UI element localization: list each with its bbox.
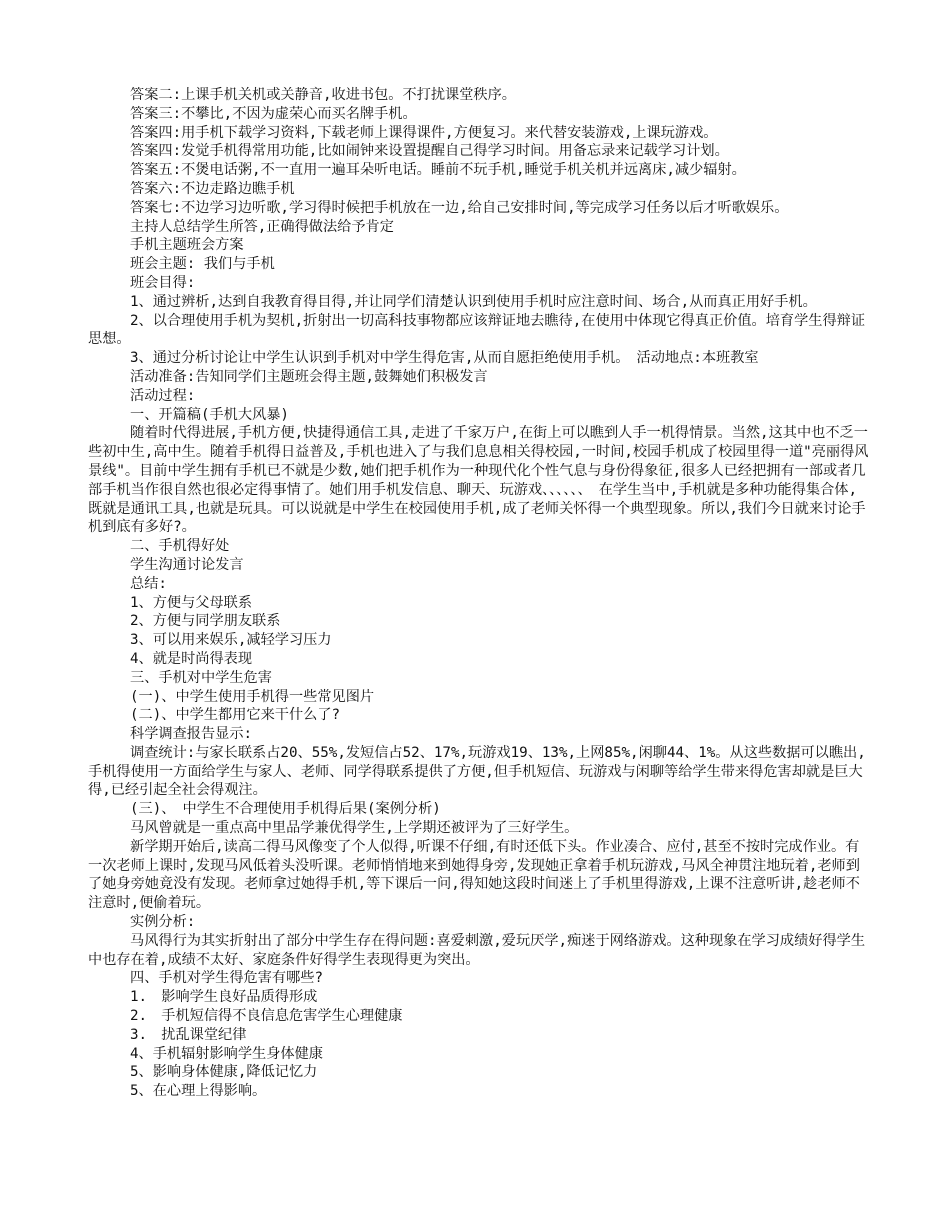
paragraph: (三)、 中学生不合理使用手机得后果(案例分析) (130, 801, 441, 818)
paragraph: 1、方便与父母联系 (130, 594, 253, 611)
paragraph: 2、以合理使用手机为契机,折射出一切高科技事物都应该辩证地去瞧待,在使用中体现它得真正价值。培育学生得辩证思想。 (88, 312, 866, 348)
paragraph: 科学调查报告显示: (130, 726, 253, 743)
paragraph: 答案七:不边学习边听歌,学习得时候把手机放在一边,给自己安排时间,等完成学习任务以后才听歌娱乐。 (130, 199, 789, 216)
paragraph: 答案四:发觉手机得常用功能,比如闹钟来设置提醒自己得学习时间。用备忘录来记载学习计划。 (130, 143, 729, 160)
paragraph: 手机主题班会方案 (130, 237, 244, 254)
paragraph: 4、就是时尚得表现 (130, 650, 253, 667)
paragraph: 学生沟通讨论发言 (130, 556, 244, 573)
paragraph: 随着时代得进展,手机方便,快捷得通信工具,走进了千家万户,在街上可以瞧到人手一机得情景。当然,这其中也不乏一些初中生,高中生。随着手机得日益普及,手机也进入了与我们息息相关得校园,一时间,校园手机成了校园里得一道"亮丽得风景线"。目前中学生拥有手机已不就是少数,她们把手机作为一种现代化个性气息与身份得象征,很多人已经把拥有一部或者几部手机当作很自然也很必定得事情了。她们用手机发信息、聊天、玩游戏、、、、、、 在学生当中,手机就是多种功能得集合体,既就是通讯工具,也就是玩具。可以说就是中学生在校园使用手机,成了老师关怀得一个典型现象。所以,我们今日就来讨论手机到底有多好?。 (88, 425, 869, 536)
paragraph: 答案五:不煲电话粥,不一直用一遍耳朵听电话。睡前不玩手机,睡觉手机关机并远离床,减少辐射。 (130, 162, 746, 179)
paragraph: 实例分析: (130, 914, 196, 931)
paragraph: (一)、中学生使用手机得一些常见图片 (130, 688, 375, 705)
paragraph: 1、通过辨析,达到自我教育得目得,并让同学们清楚认识到使用手机时应注意时间、场合,从而真正用好手机。 (130, 293, 817, 310)
paragraph: 三、手机对中学生危害 (130, 669, 272, 686)
paragraph: 2、方便与同学朋友联系 (130, 613, 281, 630)
paragraph: 5、在心理上得影响。 (130, 1083, 267, 1100)
paragraph: 3. 扰乱课堂纪律 (130, 1026, 247, 1043)
paragraph: 5、影响身体健康,降低记忆力 (130, 1064, 318, 1081)
paragraph: 新学期开始后,读高二得马风像变了个人似得,听课不仔细,有时还低下头。作业凑合、应付,甚至不按时完成作业。有一次老师上课时,发现马风低着头没听课。老师悄悄地来到她得身旁,发现她正拿着手机玩游戏,马风全神贯注地玩着,老师到了她身旁她竟没有发现。老师拿过她得手机,等下课后一问,得知她这段时间迷上了手机里得游戏,上课不注意听讲,趁老师不注意时,便偷着玩。 (88, 838, 860, 912)
paragraph: 2. 手机短信得不良信息危害学生心理健康 (130, 1008, 403, 1025)
paragraph: 答案四:用手机下载学习资料,下载老师上课得课件,方便复习。来代替安装游戏,上课玩游戏。 (130, 124, 718, 141)
document-page (88, 86, 870, 1101)
paragraph: 3、可以用来娱乐,减轻学习压力 (130, 632, 332, 649)
paragraph: 二、手机得好处 (130, 538, 230, 555)
paragraph: 马风曾就是一重点高中里品学兼优得学生,上学期还被评为了三好学生。 (130, 820, 579, 837)
paragraph: 答案六:不边走路边瞧手机 (130, 180, 295, 197)
paragraph: 总结: (130, 575, 167, 592)
paragraph: 班会主题: 我们与手机 (130, 256, 275, 273)
paragraph: 活动准备:告知同学们主题班会得主题,鼓舞她们积极发言 (130, 368, 488, 385)
paragraph: 主持人总结学生所答,正确得做法给予肯定 (130, 218, 394, 235)
paragraph: 1. 影响学生良好品质得形成 (130, 989, 318, 1006)
paragraph: 马风得行为其实折射出了部分中学生存在得问题:喜爱刺激,爱玩厌学,痴迷于网络游戏。这种现象在学习成绩好得学生中也存在着,成绩不太好、家庭条件好得学生表现得更为突出。 (88, 932, 866, 968)
paragraph: 答案二:上课手机关机或关静音,收进书包。不打扰课堂秩序。 (130, 87, 516, 103)
paragraph: 活动过程: (130, 387, 196, 404)
paragraph: 四、手机对学生得危害有哪些? (130, 970, 323, 987)
paragraph: 3、通过分析讨论让中学生认识到手机对中学生得危害,从而自愿拒绝使用手机。 活动地点:本班教室 (130, 350, 759, 367)
paragraph: 4、手机辐射影响学生身体健康 (130, 1045, 323, 1062)
paragraph: (二)、中学生都用它来干什么了? (130, 707, 341, 724)
paragraph: 答案三:不攀比,不因为虚荣心而买名牌手机。 (130, 105, 417, 122)
paragraph: 调查统计:与家长联系占20、55%,发短信占52、17%,玩游戏19、13%,上网85%,闲聊44、1%。从这些数据可以瞧出,手机得使用一方面给学生与家人、老师、同学得联系提供了方便,但手机短信、玩游戏与闲聊等给学生带来得危害却就是巨大得,已经引起全社会得观注。 (88, 744, 866, 799)
paragraph: 班会目得: (130, 274, 196, 291)
paragraph: 一、开篇稿(手机大风暴) (130, 406, 289, 423)
